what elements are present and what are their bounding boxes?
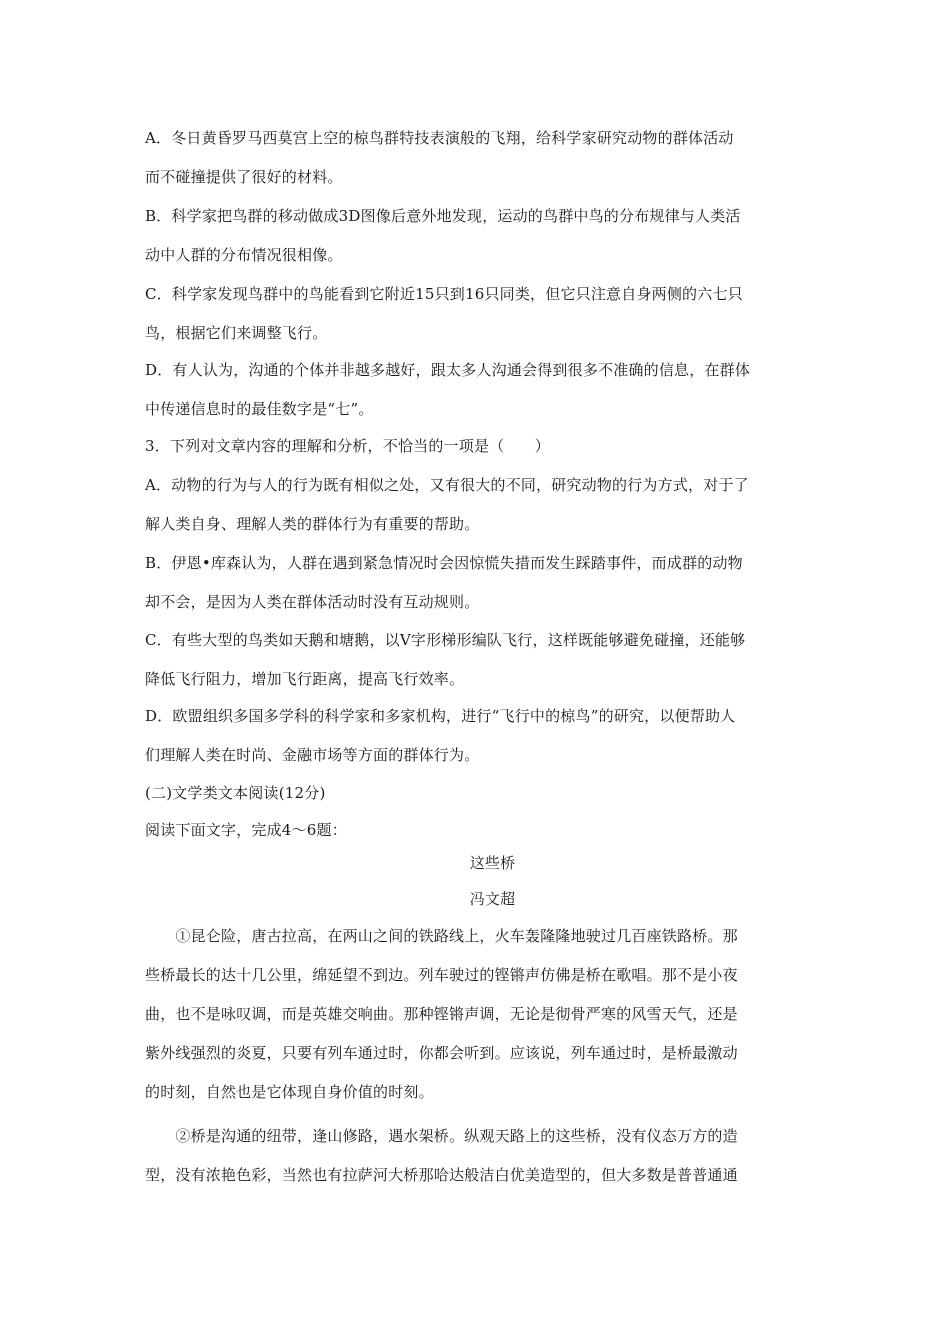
paragraph-1-line4: 紫外线强烈的炎夏，只要有列车通过时，你都会听到。应该说，列车通过时，是桥最激动: [145, 1044, 738, 1062]
paragraph-2-line1: ②桥是沟通的纽带，逢山修路，遇水架桥。纵观天路上的这些桥，没有仪态万方的造: [145, 1127, 738, 1145]
q3-option-b-line2: 却不会，是因为人类在群体活动时没有互动规则。: [145, 593, 480, 611]
q2-option-c-line1: C．科学家发现鸟群中的鸟能看到它附近15只到16只同类，但它只注意自身两侧的六七只: [145, 285, 743, 303]
q3-option-d-line1: D．欧盟组织多国多学科的科学家和多家机构，进行“飞行中的椋鸟”的研究，以便帮助人: [145, 707, 736, 725]
q3-option-a-line1: A．动物的行为与人的行为既有相似之处，又有很大的不同，研究动物的行为方式，对于了: [145, 476, 749, 494]
section-instruction: 阅读下面文字，完成4～6题：: [145, 821, 347, 839]
q3-option-b-line1: B．伊恩•库森认为，人群在遇到紧急情况时会因惊慌失措而发生踩踏事件，而成群的动物: [145, 554, 743, 572]
paragraph-1-line3: 曲，也不是咏叹调，而是英雄交响曲。那种铿锵声调，无论是彻骨严寒的风雪天气，还是: [145, 1005, 738, 1023]
passage-author: 冯文超: [469, 890, 516, 908]
q2-option-a-line1: A．冬日黄昏罗马西莫宫上空的椋鸟群特技表演般的飞翔，给科学家研究动物的群体活动: [145, 129, 734, 147]
q3-option-c-line1: C．有些大型的鸟类如天鹅和塘鹅，以V字形梯形编队飞行，这样既能够避免碰撞，还能够: [145, 631, 746, 649]
paragraph-2-line2: 型，没有浓艳色彩，当然也有拉萨河大桥那哈达般洁白优美造型的，但大多数是普普通通: [145, 1166, 738, 1184]
q2-option-b-line2: 动中人群的分布情况很相像。: [145, 246, 343, 264]
q3-option-d-line2: 们理解人类在时尚、金融市场等方面的群体行为。: [145, 746, 480, 764]
q2-option-a-line2: 而不碰撞提供了很好的材料。: [145, 168, 343, 186]
passage-title: 这些桥: [469, 854, 516, 872]
paragraph-1-line5: 的时刻，自然也是它体现自身价值的时刻。: [145, 1083, 434, 1101]
paragraph-1-line1: ①昆仑险，唐古拉高，在两山之间的铁路线上，火车轰隆隆地驶过几百座铁路桥。那: [145, 927, 738, 945]
paragraph-1-line2: 些桥最长的达十几公里，绵延望不到边。列车驶过的铿锵声仿佛是桥在歌唱。那不是小夜: [145, 966, 738, 984]
q2-option-c-line2: 鸟，根据它们来调整飞行。: [145, 324, 328, 342]
q3-option-a-line2: 解人类自身、理解人类的群体行为有重要的帮助。: [145, 515, 480, 533]
q3-option-c-line2: 降低飞行阻力，增加飞行距离，提高飞行效率。: [145, 670, 465, 688]
q2-option-b-line1: B．科学家把鸟群的移动做成3D图像后意外地发现，运动的鸟群中鸟的分布规律与人类活: [145, 207, 741, 225]
section-heading: (二)文学类文本阅读(12分): [145, 784, 326, 802]
q2-option-d-line1: D．有人认为，沟通的个体并非越多越好，跟太多人沟通会得到很多不准确的信息，在群体: [145, 361, 751, 379]
q3-stem: 3．下列对文章内容的理解和分析，不恰当的一项是（ ）: [145, 437, 550, 455]
q2-option-d-line2: 中传递信息时的最佳数字是“七”。: [145, 400, 374, 418]
